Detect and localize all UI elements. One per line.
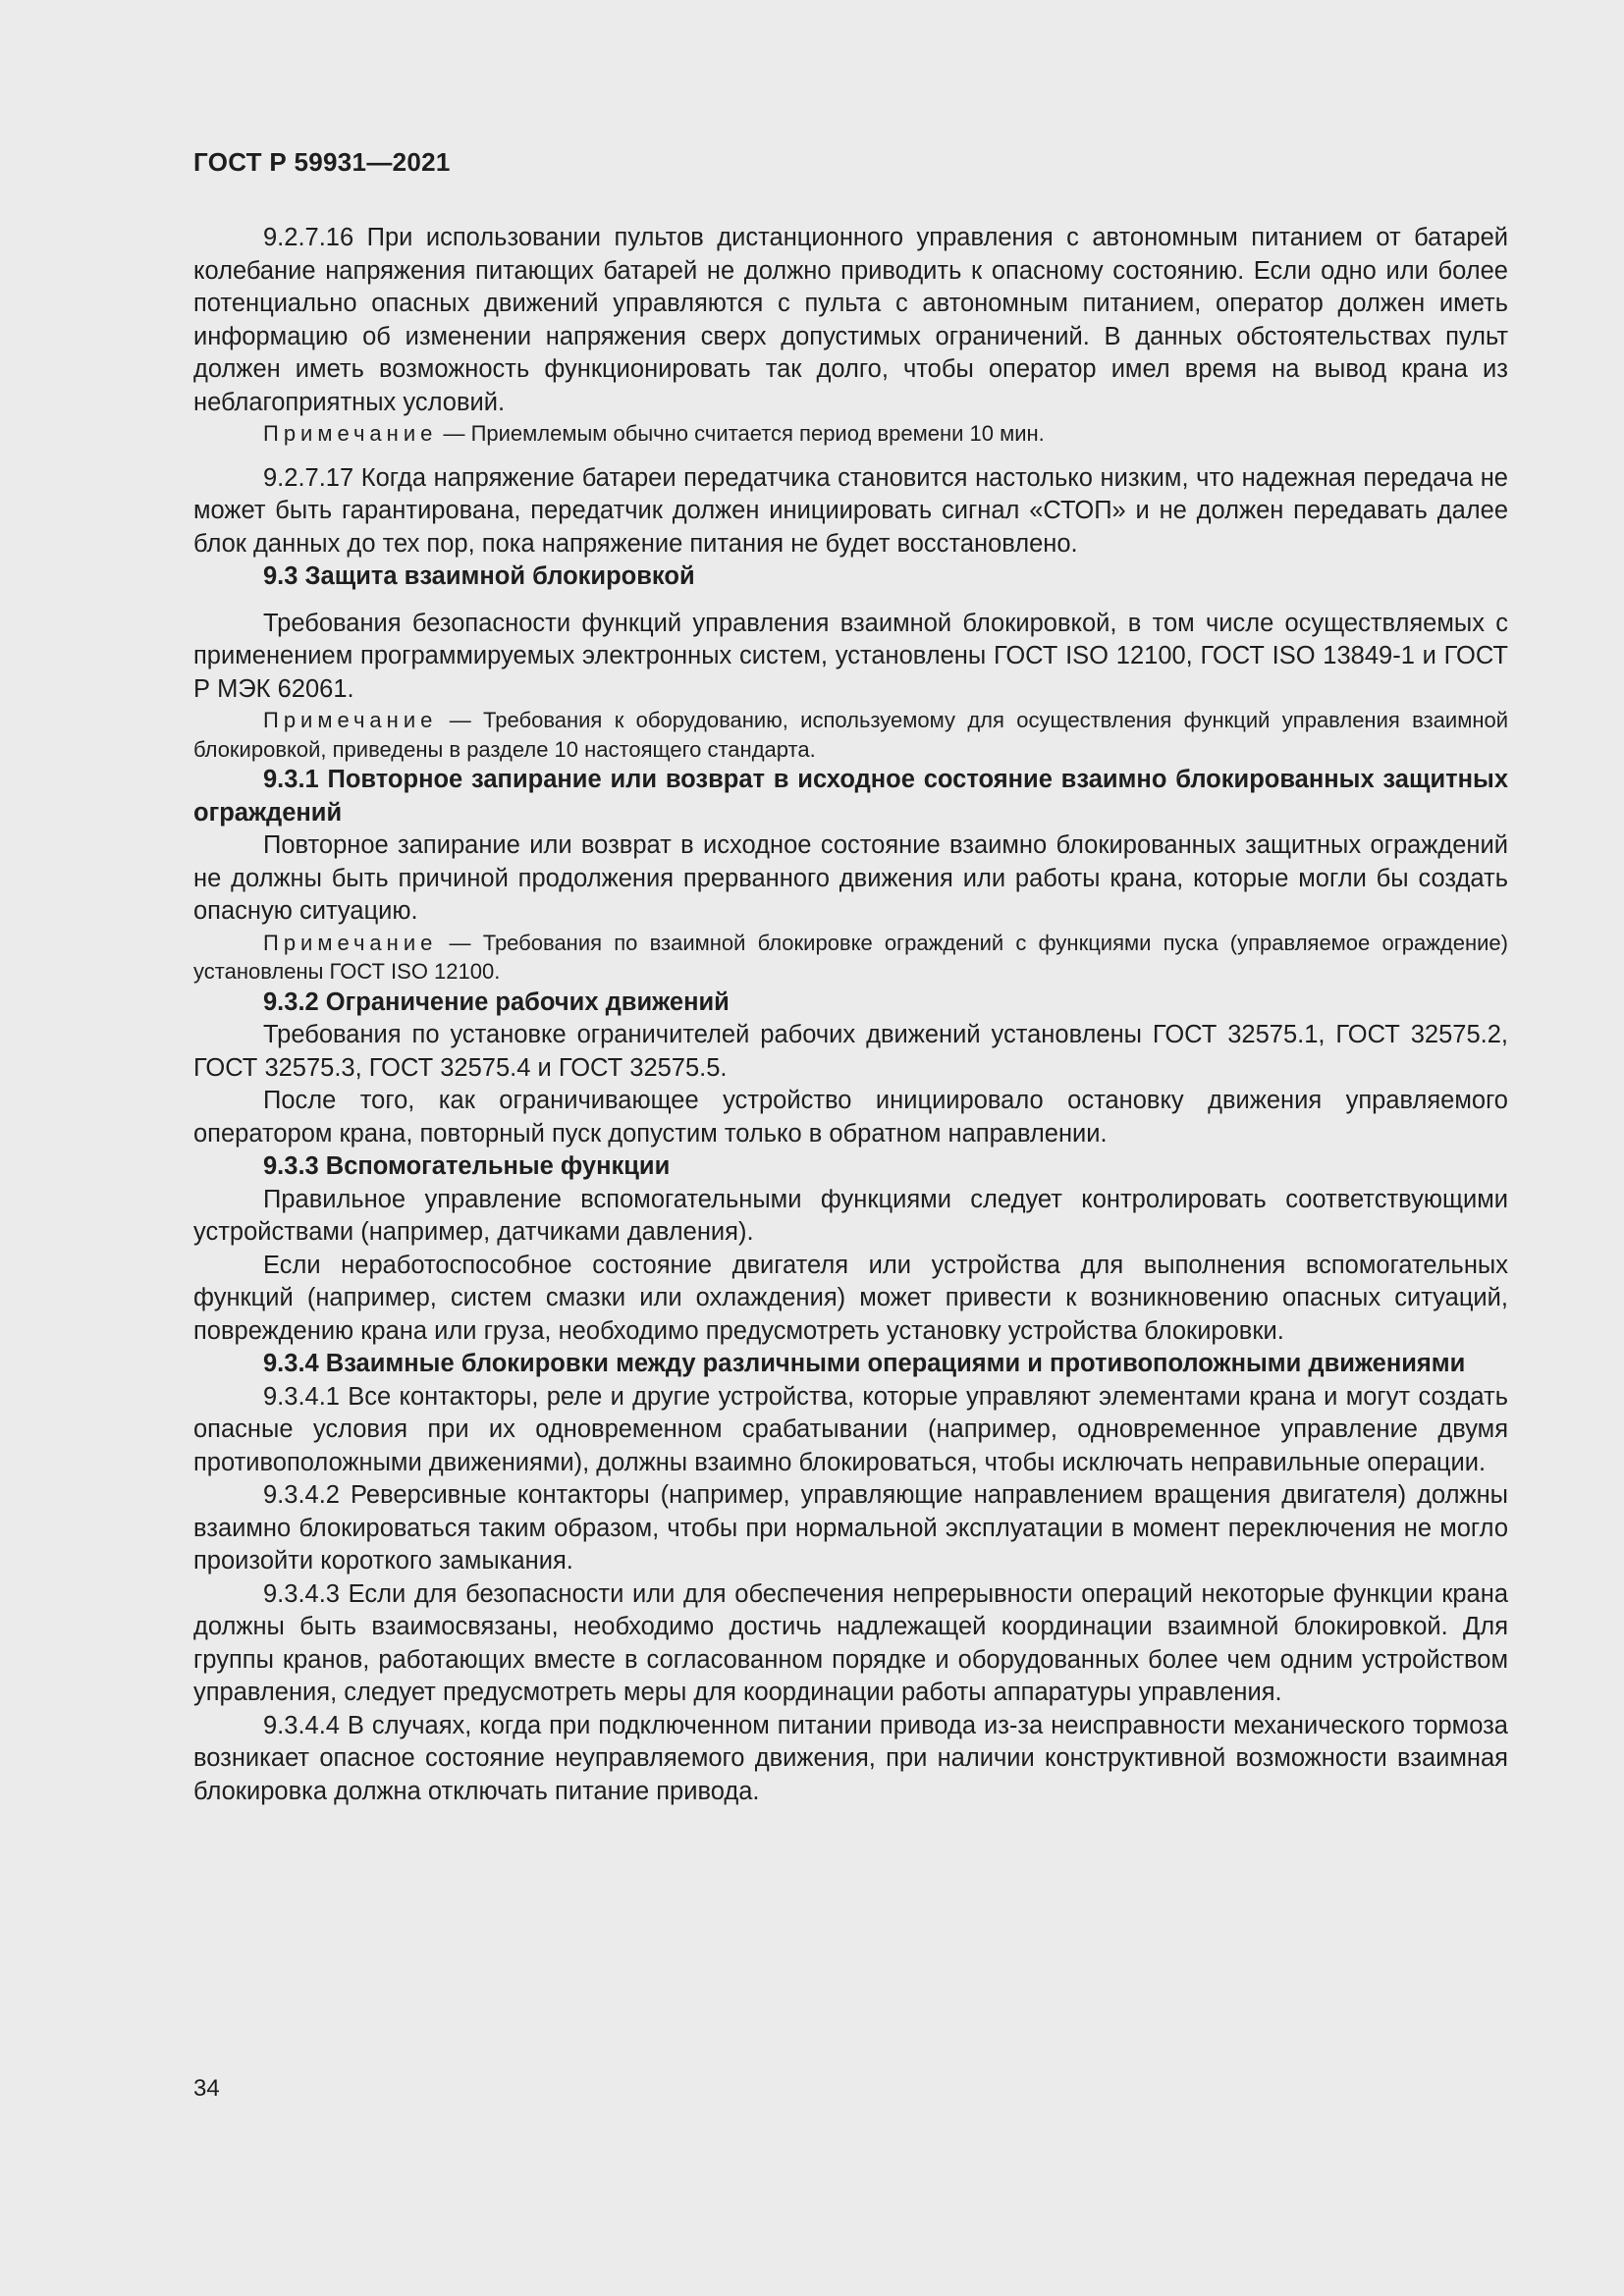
note-label: Примечание (263, 708, 438, 732)
paragraph-9-3-2-b: После того, как ограничивающее устройство инициировало остановку движения управляемого оператором крана, повторный пуск допустим только в обратном направлении. (193, 1087, 1508, 1148)
section-heading-9-3-1: 9.3.1 Повторное запирание или возврат в исходное состояние взаимно блокированных защитных ограждений (193, 766, 1508, 827)
paragraph-9-3-4-3: 9.3.4.3 Если для безопасности или для обеспечения непрерывности операций некоторые функции крана должны быть взаимосвязаны, необходимо достичь надлежащей координации взаимной блокировкой. Для группы кранов, работающих вместе в согласованном порядке и оборудованных более чем одним устройством управления, следует предусмотреть меры для координации работы аппаратуры управления. (193, 1579, 1508, 1706)
paragraph-9-2-7-16: 9.2.7.16 При использовании пультов дистанционного управления с автономным питанием от батарей колебание напряжения питающих батарей не должно приводить к опасному состоянию. Если одно или более потенциально опасных движений управляются с пульта с автономным питанием, оператор должен иметь информацию об изменении напряжения сверх допустимых ограничений. В данных обстоятельствах пульт должен иметь возможность функционировать так долго, чтобы оператор имел время на вывод крана из неблагоприятных условий. (193, 224, 1508, 416)
note-label: Примечание (263, 930, 438, 955)
paragraph-9-3-4-2: 9.3.4.2 Реверсивные контакторы (например, управляющие направлением вращения двигателя) должны взаимно блокироваться таким образом, чтобы при нормальной эксплуатации в момент переключения не могло произойти короткого замыкания. (193, 1481, 1508, 1575)
note-label: Примечание (263, 421, 438, 446)
note-text: — Приемлемым обычно считается период времени 10 мин. (437, 421, 1045, 446)
paragraph-9-2-7-17: 9.2.7.17 Когда напряжение батареи передатчика становится настолько низким, что надежная передача не может быть гарантирована, передатчик должен инициировать сигнал «СТОП» и не должен передавать далее блок данных до тех пор, пока напряжение питания не будет восстановлено. (193, 463, 1508, 558)
note-text: — Требования к оборудованию, используемому для осуществления функций управления взаимной блокировкой, приведены в разделе 10 настоящего стандарта. (193, 708, 1508, 762)
paragraph-9-3-1: Повторное запирание или возврат в исходное состояние взаимно блокированных защитных ограждений не должны быть причиной продолжения прерванного движения или работы крана, которые могли бы создать опасную ситуацию. (193, 831, 1508, 925)
section-heading-9-3-3: 9.3.3 Вспомогательные функции (263, 1152, 671, 1180)
paragraph-9-3-3-b: Если неработоспособное состояние двигателя или устройства для выполнения вспомогательных функций (например, систем смазки или охлаждения) может привести к возникновению опасных ситуаций, повреждению крана или груза, необходимо предусмотреть установку устройства блокировки. (193, 1251, 1508, 1345)
paragraph-9-3-3-a: Правильное управление вспомогательными функциями следует контролировать соответствующими устройствами (например, датчиками давления). (193, 1185, 1508, 1246)
note-text: — Требования по взаимной блокировке ограждений с функциями пуска (управляемое ограждение) установлены ГОСТ ISO 12100. (193, 930, 1508, 984)
section-heading-9-3-2: 9.3.2 Ограничение рабочих движений (263, 988, 730, 1016)
document-header: ГОСТ Р 59931—2021 (193, 147, 451, 177)
paragraph-9-3-2-a: Требования по установке ограничителей рабочих движений установлены ГОСТ 32575.1, ГОСТ 32575.2, ГОСТ 32575.3, ГОСТ 32575.4 и ГОСТ 32575.5. (193, 1021, 1508, 1082)
section-heading-9-3: 9.3 Защита взаимной блокировкой (263, 562, 695, 590)
paragraph-9-3: Требования безопасности функций управления взаимной блокировкой, в том числе осуществляемых с применением программируемых электронных систем, установлены ГОСТ ISO 12100, ГОСТ ISO 13849-1 и ГОСТ Р МЭК 62061. (193, 609, 1508, 703)
note-2 (193, 706, 1508, 764)
document-body (193, 222, 1508, 1808)
paragraph-9-3-4-4: 9.3.4.4 В случаях, когда при подключенном питании привода из-за неисправности механического тормоза возникает опасное состояние неуправляемого движения, при наличии конструктивной возможности взаимная блокировка должна отключать питание привода. (193, 1711, 1508, 1805)
page-number: 34 (193, 2075, 220, 2102)
note-1 (193, 419, 1508, 449)
note-3 (193, 929, 1508, 987)
section-heading-9-3-4: 9.3.4 Взаимные блокировки между различными операциями и противоположными движениями (263, 1350, 1466, 1377)
paragraph-9-3-4-1: 9.3.4.1 Все контакторы, реле и другие устройства, которые управляют элементами крана и могут создать опасные условия при их одновременном срабатывании (например, одновременное управление двумя противоположными движениями), должны взаимно блокироваться, чтобы исключать неправильные операции. (193, 1382, 1508, 1476)
